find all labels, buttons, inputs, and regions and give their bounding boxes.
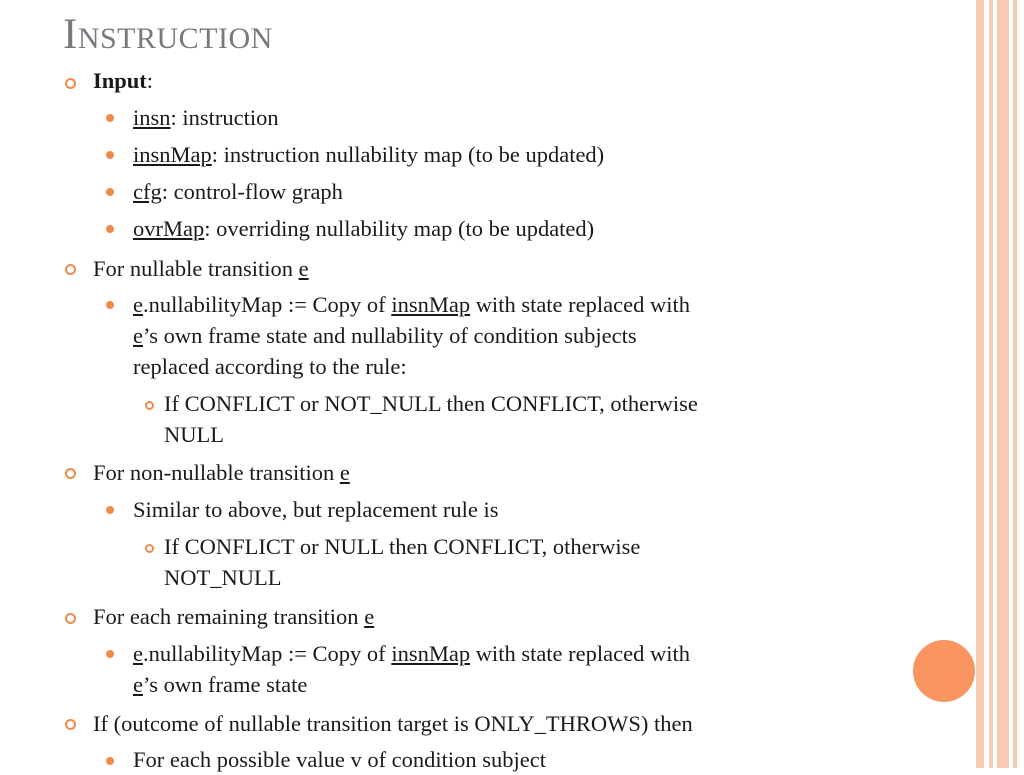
bullet-ring-icon xyxy=(65,719,76,730)
decorative-circle xyxy=(913,640,975,702)
bullet-dot-icon xyxy=(106,650,114,658)
bullet-dot-icon xyxy=(106,188,114,196)
bullet-dot-icon xyxy=(106,114,114,122)
bullet-ring-small-icon xyxy=(145,544,154,553)
slide-title: Instruction xyxy=(63,11,273,58)
nullable-item-line2: e’s own frame state and nullability of condition subjects xyxy=(133,323,637,348)
nullable-item-line3: replaced according to the rule: xyxy=(133,354,407,379)
non-nullable-item: Similar to above, but replacement rule is xyxy=(133,497,499,522)
bullet-ring-small-icon xyxy=(145,401,154,410)
non-nullable-rule-line2: NOT_NULL xyxy=(164,565,282,590)
bullet-dot-icon xyxy=(106,301,114,309)
param-insnmap: insnMap: instruction nullability map (to be updated) xyxy=(133,142,605,167)
param-insn: insn: instruction xyxy=(133,105,279,130)
nullable-heading: For nullable transition e xyxy=(93,256,309,281)
nullable-item-line1: e.nullabilityMap := Copy of insnMap with state replaced with xyxy=(133,292,690,317)
bullet-dot-icon xyxy=(106,757,114,765)
bullet-ring-icon xyxy=(65,78,76,89)
remaining-heading: For each remaining transition e xyxy=(93,604,375,629)
input-heading: Input: xyxy=(93,68,154,93)
bullet-ring-icon xyxy=(65,613,76,624)
bullet-dot-icon xyxy=(106,506,114,514)
bullet-ring-icon xyxy=(65,264,76,275)
bullet-ring-icon xyxy=(65,468,76,479)
remaining-item-line2: e’s own frame state xyxy=(133,672,308,697)
outcome-heading: If (outcome of nullable transition target is ONLY_THROWS) then xyxy=(93,711,693,736)
bullet-dot-icon xyxy=(106,151,114,159)
non-nullable-heading: For non-nullable transition e xyxy=(93,460,350,485)
nullable-rule-line1: If CONFLICT or NOT_NULL then CONFLICT, otherwise xyxy=(164,391,698,416)
param-ovrmap: ovrMap: overriding nullability map (to be updated) xyxy=(133,216,595,241)
non-nullable-rule-line1: If CONFLICT or NULL then CONFLICT, otherwise xyxy=(164,534,641,559)
nullable-rule-line2: NULL xyxy=(164,422,224,447)
remaining-item-line1: e.nullabilityMap := Copy of insnMap with state replaced with xyxy=(133,641,690,666)
param-cfg: cfg: control-flow graph xyxy=(133,179,343,204)
decorative-stripes xyxy=(976,0,1024,768)
bullet-dot-icon xyxy=(106,225,114,233)
outcome-item: For each possible value v of condition subject xyxy=(133,747,547,772)
